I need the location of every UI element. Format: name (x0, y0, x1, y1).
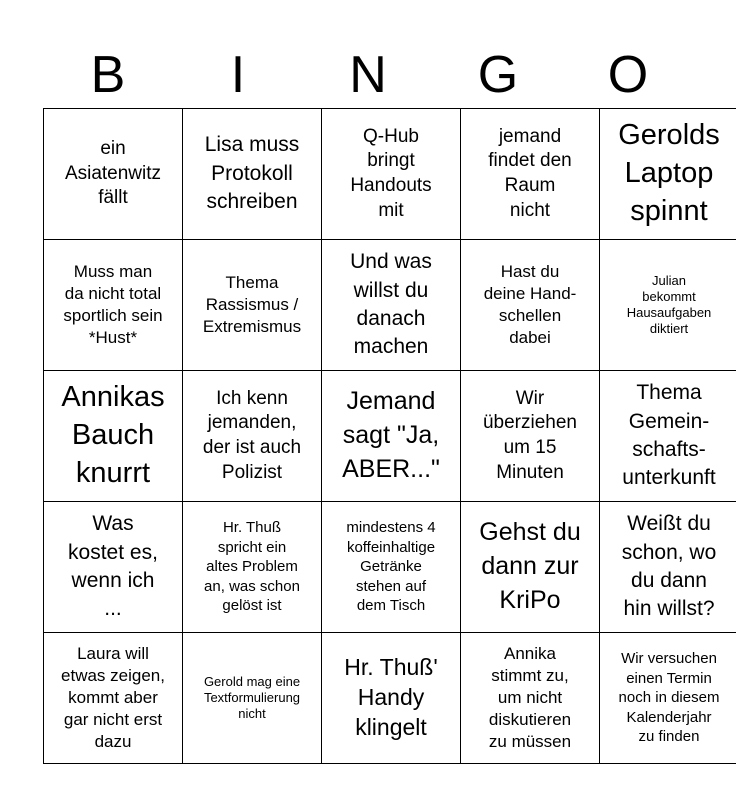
bingo-cell[interactable] (322, 109, 461, 240)
bingo-cell[interactable] (322, 502, 461, 633)
cell-text: Und was willst du danach machen (350, 250, 432, 359)
bingo-cell[interactable] (44, 240, 183, 371)
bingo-header (43, 45, 693, 105)
bingo-cell[interactable] (600, 371, 736, 502)
bingo-cell[interactable] (461, 371, 600, 502)
bingo-cell[interactable] (461, 109, 600, 240)
cell-text: Julian bekommt Hausaufgaben diktiert (626, 272, 712, 337)
cell-text: Annikas Bauch knurrt (61, 381, 165, 489)
bingo-cell[interactable] (600, 633, 736, 764)
cell-text: Q-Hub bringt Handouts mit (350, 125, 432, 221)
cell-text: Annika stimmt zu, um nicht diskutieren zu müssen (488, 643, 572, 752)
cell-text: Lisa muss Protokoll schreiben (204, 133, 300, 214)
bingo-cell[interactable] (322, 633, 461, 764)
bingo-cell[interactable] (44, 109, 183, 240)
header-letter-o: O (607, 46, 649, 104)
header-letter-b: B (90, 46, 126, 104)
bingo-row (44, 502, 736, 633)
cell-text: ein Asiatenwitz fällt (64, 137, 162, 209)
bingo-cell[interactable] (600, 502, 736, 633)
cell-text: Hast du deine Hand- schellen dabei (483, 261, 577, 348)
header-letter-n: N (349, 46, 387, 104)
bingo-cell[interactable] (600, 109, 736, 240)
cell-text: Gerold mag eine Textformulierung nicht (203, 673, 301, 722)
cell-text: Thema Gemein- schafts- unterkunft (622, 381, 716, 490)
bingo-cell[interactable] (183, 633, 322, 764)
cell-text: Muss man da nicht total sportlich sein *Hust* (63, 261, 163, 348)
bingo-cell[interactable] (600, 240, 736, 371)
cell-text: Weißt du schon, wo du dann hin willst? (621, 512, 717, 621)
bingo-cell[interactable] (183, 502, 322, 633)
bingo-row (44, 633, 736, 764)
bingo-row (44, 109, 736, 240)
bingo-cell[interactable] (322, 371, 461, 502)
cell-text: Thema Rassismus / Extremismus (202, 272, 302, 337)
bingo-card (43, 108, 736, 764)
header-letter-g: G (477, 46, 519, 104)
bingo-cell[interactable] (183, 240, 322, 371)
bingo-row (44, 371, 736, 502)
bingo-cell[interactable] (44, 502, 183, 633)
cell-text: Hr. Thuß' Handy klingelt (344, 654, 438, 740)
bingo-cell[interactable] (461, 240, 600, 371)
cell-text: jemand findet den Raum nicht (488, 125, 572, 221)
cell-text: Gehst du dann zur KriPo (479, 518, 581, 614)
cell-text: Ich kenn jemanden, der ist auch Polizist (202, 387, 302, 483)
bingo-cell[interactable] (461, 633, 600, 764)
bingo-cell[interactable] (183, 109, 322, 240)
bingo-cell[interactable] (322, 240, 461, 371)
cell-text: Was kostet es, wenn ich ... (68, 512, 158, 621)
bingo-cell[interactable] (44, 371, 183, 502)
cell-text: Jemand sagt "Ja, ABER..." (342, 387, 440, 483)
cell-text: Wir überziehen um 15 Minuten (482, 387, 578, 483)
bingo-cell[interactable] (461, 502, 600, 633)
cell-text: Gerolds Laptop spinnt (618, 119, 720, 227)
bingo-cell[interactable] (44, 633, 183, 764)
header-letter-i: I (230, 46, 246, 104)
cell-text: mindestens 4 koffeinhaltige Getränke stehen auf dem Tisch (346, 519, 436, 615)
cell-text: Wir versuchen einen Termin noch in diesem Kalenderjahr zu finden (618, 650, 720, 746)
cell-text: Laura will etwas zeigen, kommt aber gar nicht erst dazu (61, 643, 165, 752)
cell-text: Hr. Thuß spricht ein altes Problem an, was schon gelöst ist (204, 519, 300, 615)
bingo-cell[interactable] (183, 371, 322, 502)
bingo-row (44, 240, 736, 371)
